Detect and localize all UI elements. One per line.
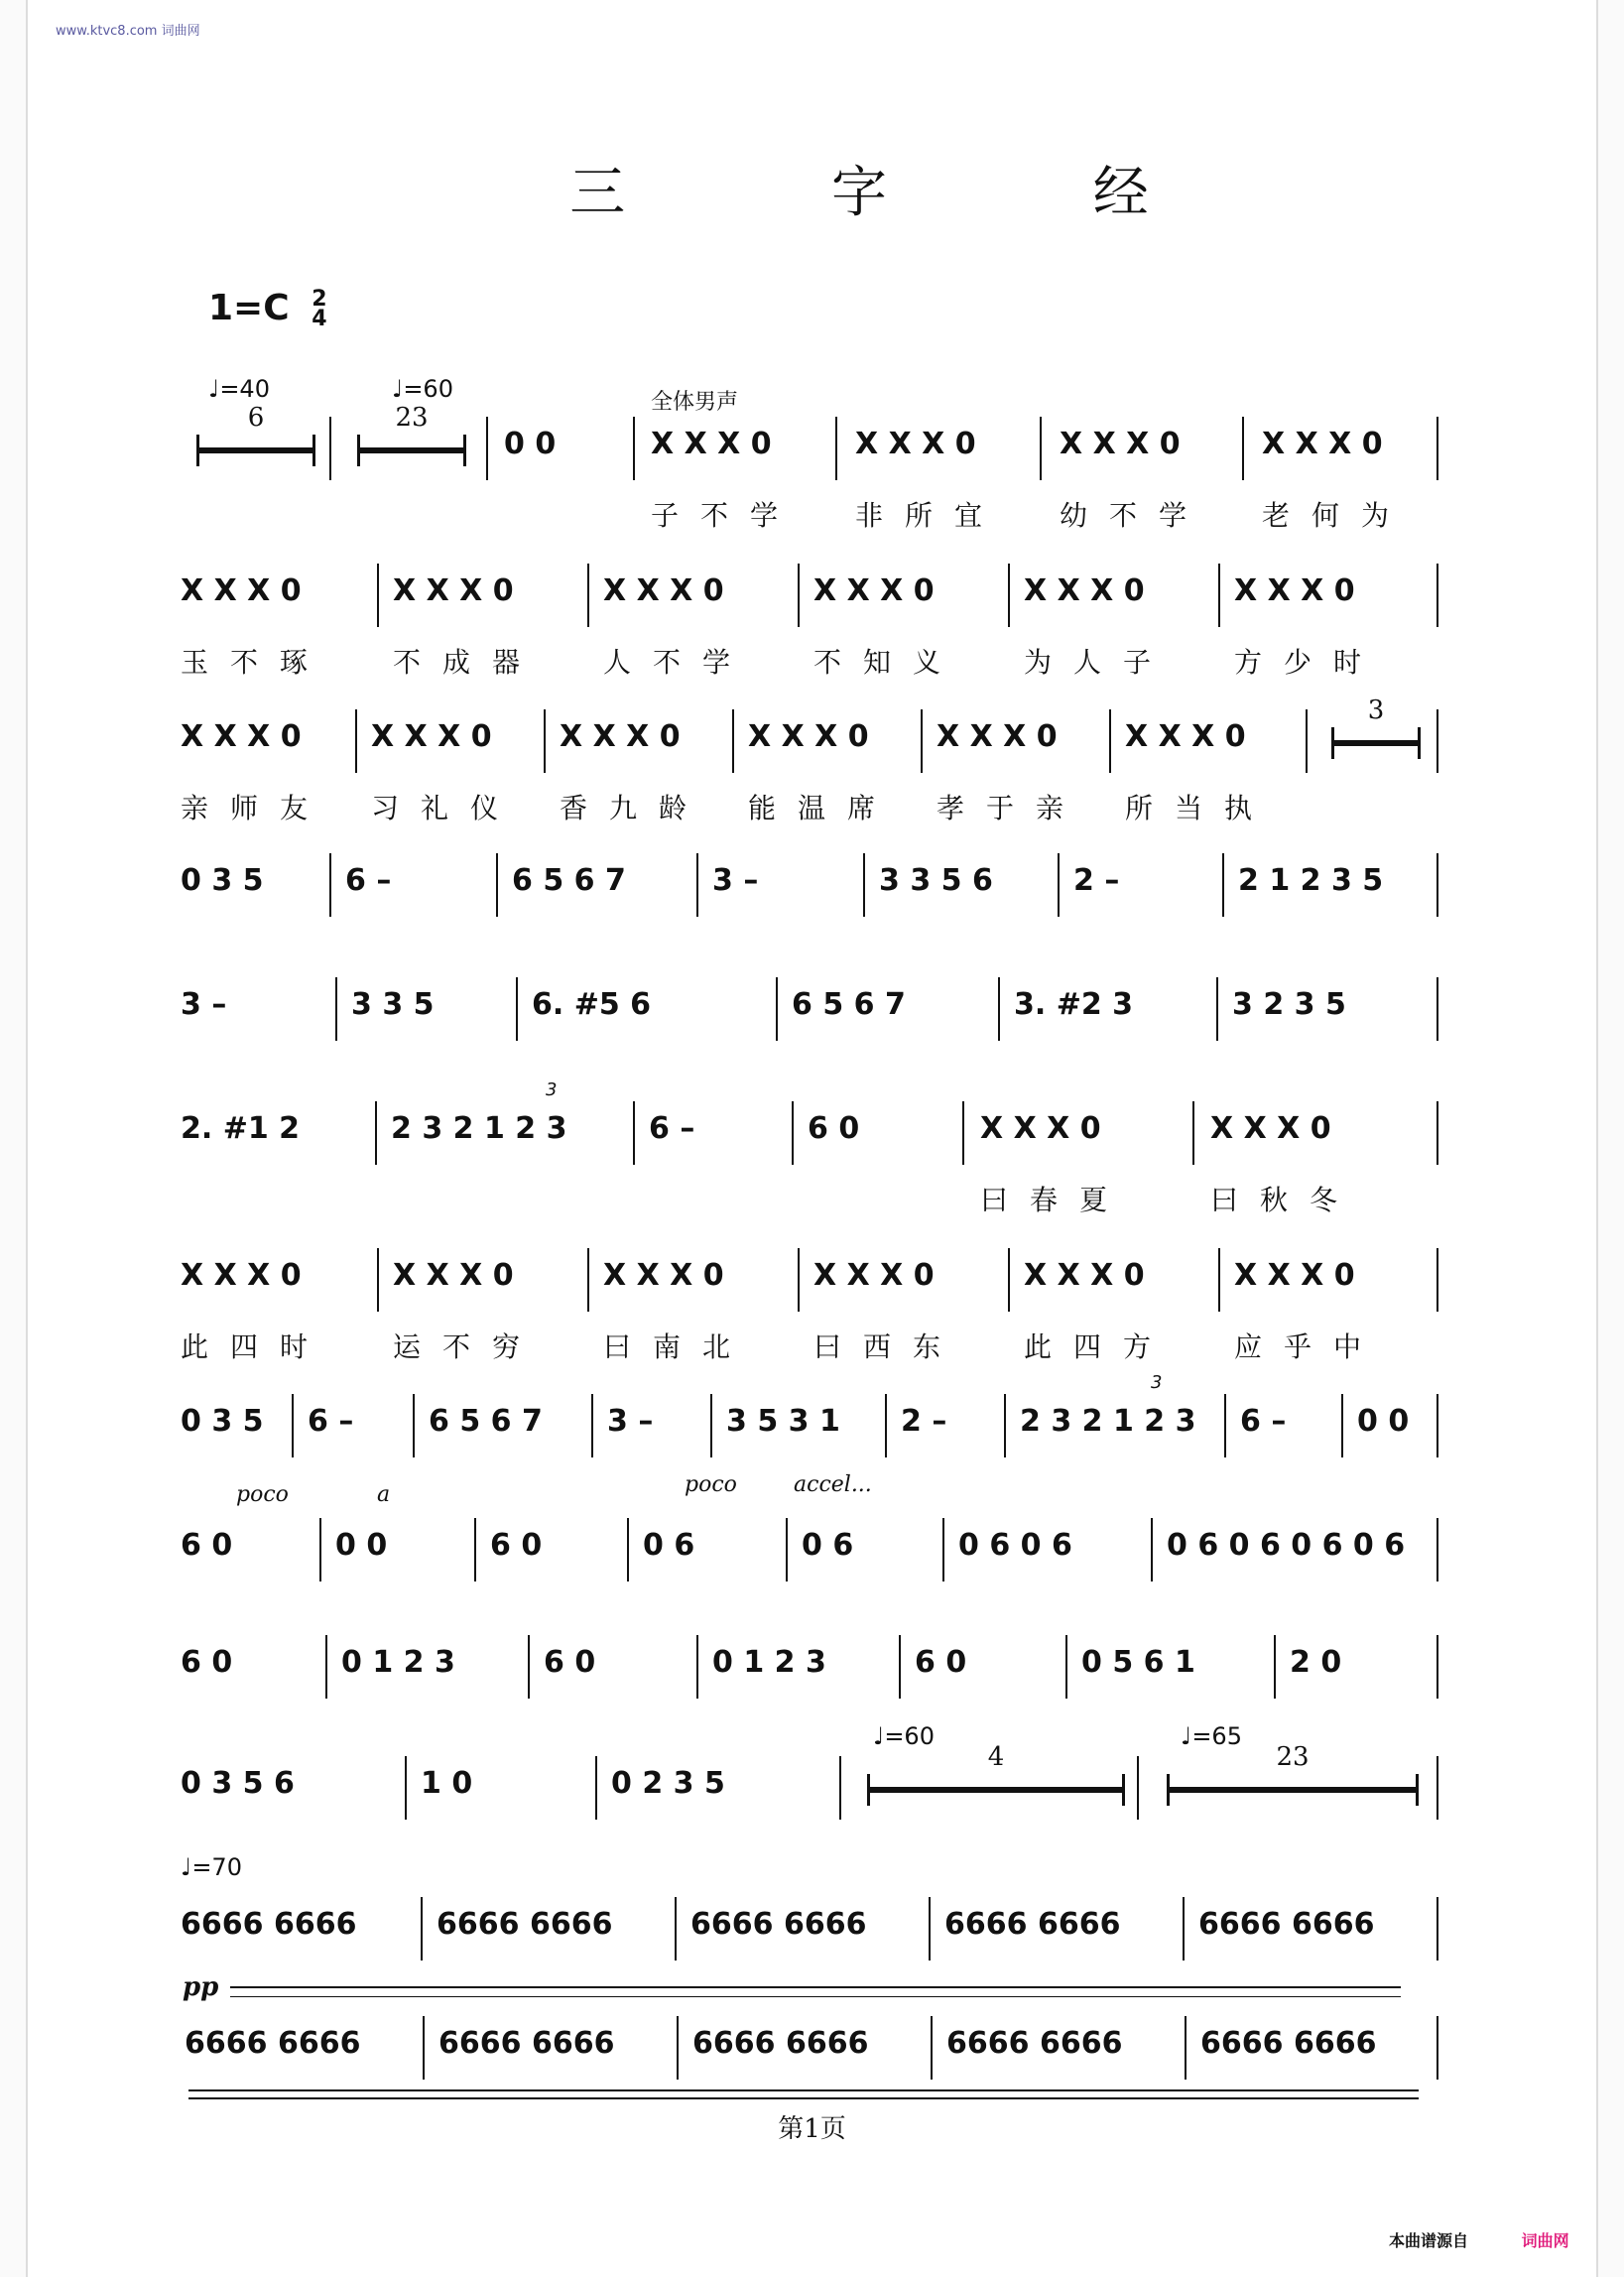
bar-line bbox=[1222, 853, 1224, 917]
multi-rest-4: 4 bbox=[867, 1770, 1125, 1810]
bar-line bbox=[1137, 1756, 1139, 1820]
measure: 6 – bbox=[649, 1111, 695, 1146]
measure: X X X 0 bbox=[371, 719, 492, 754]
lyric: 孝于亲 bbox=[937, 792, 1086, 824]
bar-line bbox=[1008, 564, 1010, 627]
bar-line bbox=[1218, 564, 1220, 627]
measure: 0 5 6 1 bbox=[1081, 1645, 1195, 1680]
bar-line bbox=[863, 853, 865, 917]
measure: 6666 6666 bbox=[438, 2026, 615, 2061]
bar-line bbox=[677, 2016, 679, 2080]
lyric: 亲师友 bbox=[181, 792, 330, 824]
bar-line bbox=[325, 1635, 327, 1699]
bar-line bbox=[423, 2016, 425, 2080]
bar-line bbox=[1437, 853, 1438, 917]
page-title: 三 字 经 bbox=[569, 161, 1243, 225]
lyric: 习礼仪 bbox=[371, 792, 521, 824]
crescendo-line bbox=[230, 1996, 1401, 1997]
bar-line bbox=[595, 1756, 597, 1820]
measure: 6 5 6 7 bbox=[429, 1404, 543, 1439]
measure: X X X 0 bbox=[1024, 573, 1145, 608]
measure: X X X 0 bbox=[651, 427, 772, 461]
measure: 2 3 2 1 2 3 bbox=[391, 1111, 567, 1146]
bar-line bbox=[1437, 977, 1438, 1041]
bar-line bbox=[335, 977, 337, 1041]
measure: X X X 0 bbox=[813, 573, 935, 608]
bar-line bbox=[1306, 709, 1308, 773]
score-row-12 bbox=[179, 1853, 1448, 1976]
measure: X X X 0 bbox=[1060, 427, 1181, 461]
measure: 2 0 bbox=[1290, 1645, 1342, 1680]
bar-line bbox=[1185, 2016, 1187, 2080]
lyric: 曰秋冬 bbox=[1210, 1184, 1360, 1216]
bar-line bbox=[1437, 1897, 1438, 1961]
measure: 6666 6666 bbox=[692, 2026, 869, 2061]
measure: 2 1 2 3 5 bbox=[1238, 863, 1384, 898]
score-row-13 bbox=[179, 2016, 1448, 2095]
lyric: 应乎中 bbox=[1234, 1330, 1384, 1363]
lyric: 方少时 bbox=[1234, 646, 1384, 679]
score-row-2 bbox=[179, 564, 1448, 679]
lyric: 曰西东 bbox=[813, 1330, 963, 1363]
bar-line bbox=[732, 709, 734, 773]
bar-line bbox=[1437, 1101, 1438, 1165]
score-row-5 bbox=[179, 977, 1448, 1057]
measure: X X X 0 bbox=[560, 719, 681, 754]
bar-line bbox=[885, 1394, 887, 1457]
bar-line bbox=[1216, 977, 1218, 1041]
dynamic-text: a bbox=[377, 1482, 391, 1507]
bar-line bbox=[675, 1897, 677, 1961]
measure: 3 – bbox=[712, 863, 759, 898]
bar-line bbox=[1437, 564, 1438, 627]
bar-line bbox=[1109, 709, 1111, 773]
bar-line bbox=[998, 977, 1000, 1041]
bar-line bbox=[1058, 853, 1060, 917]
measure: 6666 6666 bbox=[1198, 1907, 1375, 1942]
measure: X X X 0 bbox=[181, 719, 302, 754]
bar-line bbox=[377, 1248, 379, 1312]
measure: 0 6 0 6 bbox=[958, 1528, 1072, 1563]
measure: 6666 6666 bbox=[181, 1907, 357, 1942]
measure: 3 – bbox=[607, 1404, 654, 1439]
measure: 0 3 5 6 bbox=[181, 1766, 295, 1801]
measure: 6. #5 6 bbox=[532, 987, 652, 1022]
bar-line bbox=[516, 977, 518, 1041]
measure: X X X 0 bbox=[181, 573, 302, 608]
bar-line bbox=[591, 1394, 593, 1457]
measure: 6666 6666 bbox=[185, 2026, 361, 2061]
bar-line bbox=[1274, 1635, 1276, 1699]
tempo-marking-5: ♩=70 bbox=[181, 1853, 242, 1881]
measure: X X X 0 bbox=[1234, 573, 1355, 608]
bar-line bbox=[1218, 1248, 1220, 1312]
measure: 0 1 2 3 bbox=[341, 1645, 455, 1680]
bar-line bbox=[835, 417, 837, 480]
dynamic-text: poco bbox=[236, 1482, 289, 1507]
measure: 0 6 0 6 0 6 0 6 bbox=[1167, 1528, 1406, 1563]
bar-line bbox=[929, 1897, 931, 1961]
measure: 0 3 5 bbox=[181, 863, 264, 898]
bar-line bbox=[292, 1394, 294, 1457]
bar-line bbox=[329, 853, 331, 917]
multi-rest-2: 23 bbox=[357, 431, 466, 470]
bottom-rule bbox=[188, 2089, 1419, 2091]
measure: 6666 6666 bbox=[437, 1907, 613, 1942]
measure: 6666 6666 bbox=[944, 1907, 1121, 1942]
lyric: 运不穷 bbox=[393, 1330, 543, 1363]
measure: X X X 0 bbox=[855, 427, 976, 461]
measure: 0 6 bbox=[802, 1528, 854, 1563]
measure: X X X 0 bbox=[1024, 1258, 1145, 1293]
bar-line bbox=[355, 709, 357, 773]
bar-line bbox=[1437, 709, 1438, 773]
bar-line bbox=[786, 1518, 788, 1581]
bar-line bbox=[1065, 1635, 1067, 1699]
page-number: 第1页 bbox=[778, 2114, 846, 2144]
bar-line bbox=[1437, 1635, 1438, 1699]
score-row-7 bbox=[179, 1248, 1448, 1363]
measure: 6 0 bbox=[490, 1528, 543, 1563]
section-label: 全体男声 bbox=[651, 390, 739, 415]
tempo-marking-2: ♩=60 bbox=[392, 375, 453, 403]
bar-line bbox=[627, 1518, 629, 1581]
measure: X X X 0 bbox=[603, 1258, 724, 1293]
bar-line bbox=[486, 417, 488, 480]
bar-line bbox=[962, 1101, 964, 1165]
measure: 3. #2 3 bbox=[1014, 987, 1134, 1022]
bar-line bbox=[1437, 1394, 1438, 1457]
bar-line bbox=[1341, 1394, 1343, 1457]
bar-line bbox=[899, 1635, 901, 1699]
bar-line bbox=[587, 1248, 589, 1312]
bar-line bbox=[633, 417, 635, 480]
lyric: 不知义 bbox=[813, 646, 963, 679]
measure: 6 – bbox=[308, 1404, 354, 1439]
source-credit bbox=[1389, 2228, 1569, 2251]
lyric: 此四时 bbox=[181, 1330, 330, 1363]
measure: X X X 0 bbox=[1210, 1111, 1331, 1146]
time-signature: 2 4 bbox=[312, 287, 327, 331]
bar-line bbox=[1242, 417, 1244, 480]
measure: X X X 0 bbox=[1125, 719, 1246, 754]
source-brand-link[interactable]: 词曲网 bbox=[1521, 2231, 1569, 2250]
measure: 6 0 bbox=[808, 1111, 860, 1146]
measure: 0 0 bbox=[335, 1528, 388, 1563]
bar-line bbox=[696, 853, 698, 917]
bar-line bbox=[776, 977, 778, 1041]
bar-line bbox=[375, 1101, 377, 1165]
bar-line bbox=[710, 1394, 712, 1457]
lyric: 曰南北 bbox=[603, 1330, 753, 1363]
left-margin-strip bbox=[0, 0, 28, 2277]
score-row-9 bbox=[179, 1472, 1448, 1597]
bar-line bbox=[329, 417, 331, 480]
measure: 6 0 bbox=[181, 1528, 233, 1563]
measure: 6 – bbox=[345, 863, 392, 898]
bar-line bbox=[633, 1101, 635, 1165]
measure: 6666 6666 bbox=[690, 1907, 867, 1942]
score-row-8 bbox=[179, 1372, 1448, 1473]
site-watermark: www.ktvc8.com 词曲网 bbox=[56, 24, 200, 39]
tempo-marking-3: ♩=60 bbox=[873, 1722, 935, 1750]
bar-line bbox=[1437, 2016, 1438, 2080]
measure: 6 0 bbox=[915, 1645, 967, 1680]
key-signature bbox=[208, 288, 327, 329]
measure: 0 1 2 3 bbox=[712, 1645, 826, 1680]
measure: 2. #1 2 bbox=[181, 1111, 301, 1146]
lyric: 为人子 bbox=[1024, 646, 1174, 679]
bar-line bbox=[942, 1518, 944, 1581]
multi-rest-1: 6 bbox=[196, 431, 315, 470]
measure: 0 3 5 bbox=[181, 1404, 264, 1439]
measure: 3 2 3 5 bbox=[1232, 987, 1346, 1022]
measure: 0 0 bbox=[1357, 1404, 1410, 1439]
dynamic-text: poco bbox=[685, 1472, 737, 1497]
tempo-marking-4: ♩=65 bbox=[1181, 1722, 1242, 1750]
measure: 6 0 bbox=[544, 1645, 596, 1680]
bar-line bbox=[931, 2016, 933, 2080]
measure: 6 5 6 7 bbox=[512, 863, 626, 898]
bar-line bbox=[421, 1897, 423, 1961]
bar-line bbox=[798, 564, 800, 627]
bar-line bbox=[1040, 417, 1042, 480]
lyric: 此四方 bbox=[1024, 1330, 1174, 1363]
lyric: 玉不琢 bbox=[181, 646, 330, 679]
measure: 6 5 6 7 bbox=[792, 987, 906, 1022]
right-margin-strip bbox=[1596, 0, 1624, 2277]
measure: X X X 0 bbox=[393, 573, 514, 608]
triplet-mark: 3 bbox=[546, 1079, 558, 1100]
bar-line bbox=[1224, 1394, 1226, 1457]
measure: 3 3 5 bbox=[351, 987, 435, 1022]
triplet-mark: 3 bbox=[1151, 1372, 1163, 1393]
multi-rest-5: 23 bbox=[1167, 1770, 1419, 1810]
score-row-11 bbox=[179, 1722, 1448, 1835]
bar-line bbox=[405, 1756, 407, 1820]
bar-line bbox=[1437, 1756, 1438, 1820]
measure: 2 3 2 1 2 3 bbox=[1020, 1404, 1196, 1439]
measure: 0 0 bbox=[504, 427, 557, 461]
bar-line bbox=[1151, 1518, 1153, 1581]
measure: X X X 0 bbox=[393, 1258, 514, 1293]
score-row-4 bbox=[179, 853, 1448, 933]
bar-line bbox=[839, 1756, 841, 1820]
bar-line bbox=[1183, 1897, 1185, 1961]
bar-line bbox=[413, 1394, 415, 1457]
measure: X X X 0 bbox=[181, 1258, 302, 1293]
measure: X X X 0 bbox=[748, 719, 869, 754]
bar-line bbox=[1437, 1248, 1438, 1312]
lyric: 曰春夏 bbox=[980, 1184, 1130, 1216]
measure: 6 0 bbox=[181, 1645, 233, 1680]
bottom-rule bbox=[188, 2097, 1419, 2099]
bar-line bbox=[377, 564, 379, 627]
measure: X X X 0 bbox=[980, 1111, 1101, 1146]
bar-line bbox=[528, 1635, 530, 1699]
measure: 3 – bbox=[181, 987, 227, 1022]
measure: X X X 0 bbox=[1262, 427, 1383, 461]
tempo-marking-1: ♩=40 bbox=[208, 375, 270, 403]
lyric: 香九龄 bbox=[560, 792, 709, 824]
lyric: 所当执 bbox=[1125, 792, 1275, 824]
bar-line bbox=[1008, 1248, 1010, 1312]
measure: 2 – bbox=[1073, 863, 1120, 898]
lyric: 幼不学 bbox=[1060, 499, 1209, 532]
measure: 3 3 5 6 bbox=[879, 863, 993, 898]
lyric: 老何为 bbox=[1262, 499, 1412, 532]
measure: X X X 0 bbox=[937, 719, 1058, 754]
bar-line bbox=[587, 564, 589, 627]
source-label: 本曲谱源自 bbox=[1389, 2231, 1469, 2250]
bar-line bbox=[496, 853, 498, 917]
lyric: 子不学 bbox=[651, 499, 801, 532]
score-row-10 bbox=[179, 1635, 1448, 1714]
bar-line bbox=[696, 1635, 698, 1699]
lyric: 不成器 bbox=[393, 646, 543, 679]
measure: 0 6 bbox=[643, 1528, 695, 1563]
bar-line bbox=[792, 1101, 794, 1165]
lyric: 人不学 bbox=[603, 646, 753, 679]
measure: 6 – bbox=[1240, 1404, 1287, 1439]
score-row-3 bbox=[179, 696, 1448, 824]
measure: 1 0 bbox=[421, 1766, 473, 1801]
multi-rest-3: 3 bbox=[1331, 723, 1421, 763]
bar-line bbox=[319, 1518, 321, 1581]
bar-line bbox=[921, 709, 923, 773]
bar-line bbox=[798, 1248, 800, 1312]
measure: 2 – bbox=[901, 1404, 947, 1439]
dynamic-pp: pp bbox=[183, 1972, 219, 2002]
measure: 6666 6666 bbox=[1200, 2026, 1377, 2061]
key-label: 1=C bbox=[208, 288, 290, 328]
measure: 0 2 3 5 bbox=[611, 1766, 725, 1801]
bar-line bbox=[544, 709, 546, 773]
bar-line bbox=[1192, 1101, 1194, 1165]
bar-line bbox=[1437, 417, 1438, 480]
bar-line bbox=[474, 1518, 476, 1581]
measure: 6666 6666 bbox=[946, 2026, 1123, 2061]
bar-line bbox=[1004, 1394, 1006, 1457]
lyric: 能温席 bbox=[748, 792, 898, 824]
bar-line bbox=[1437, 1518, 1438, 1581]
crescendo-line bbox=[230, 1986, 1401, 1988]
measure: X X X 0 bbox=[813, 1258, 935, 1293]
lyric: 非所宜 bbox=[855, 499, 1005, 532]
score-row-1 bbox=[179, 375, 1448, 532]
dynamic-text: accel... bbox=[794, 1472, 872, 1497]
measure: X X X 0 bbox=[1234, 1258, 1355, 1293]
measure: X X X 0 bbox=[603, 573, 724, 608]
score-row-6 bbox=[179, 1079, 1448, 1216]
measure: 3 5 3 1 bbox=[726, 1404, 840, 1439]
